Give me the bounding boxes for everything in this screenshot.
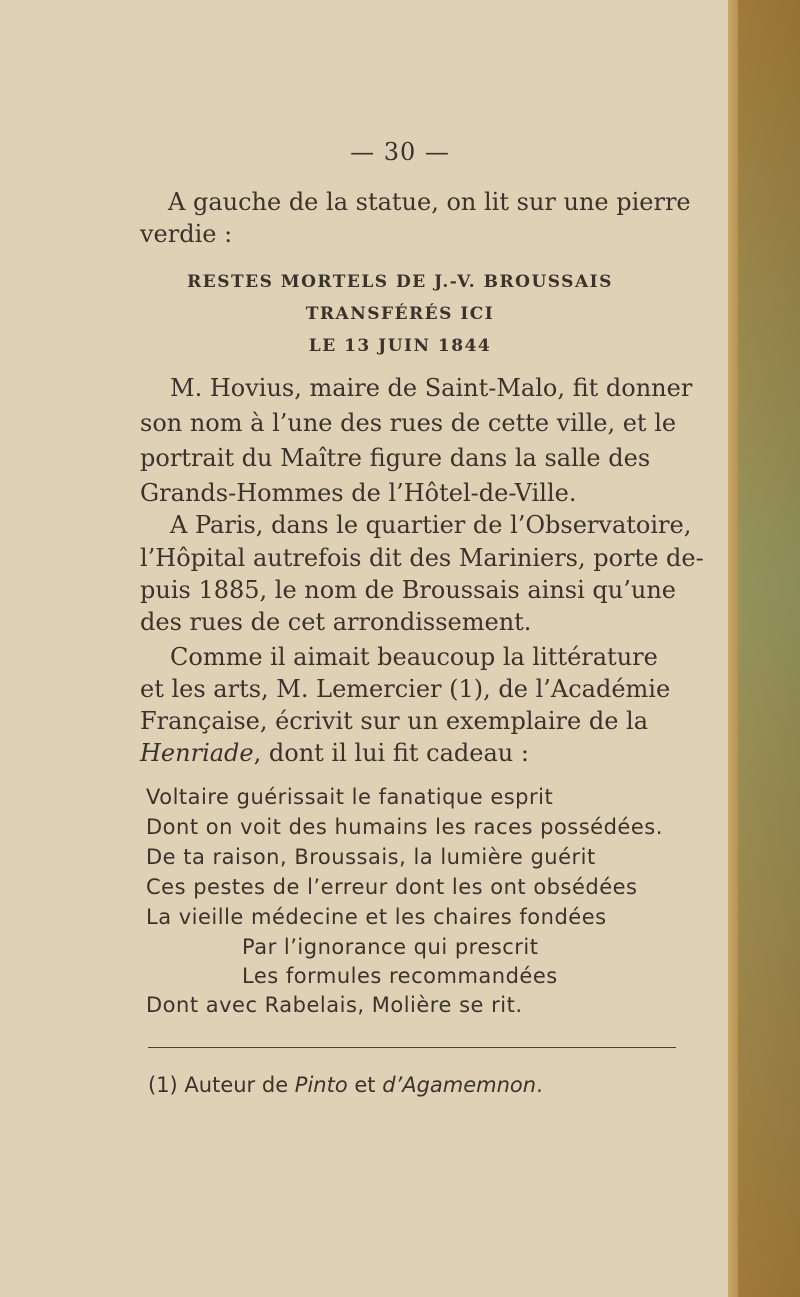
henriade-title: Henriade [140,739,254,767]
poem-line-4: Ces pestes de l’erreur dont les ont obsédées [146,875,638,899]
paragraph-2-line-1: A Paris, dans le quartier de l’Observatoire, [170,511,692,539]
inscription-line-1: RESTES MORTELS DE J.-V. BROUSSAIS [187,272,613,292]
poem-line-1: Voltaire guérissait le fanatique esprit [146,785,554,809]
footnote-mid: et [347,1073,383,1097]
paragraph-3-line-4-rest: , dont il lui fit cadeau : [253,739,529,767]
paragraph-3-line-2: et les arts, M. Lemercier (1), de l’Académie [140,675,671,703]
poem-line-3: De ta raison, Broussais, la lumière guérit [146,845,596,869]
poem-line-2: Dont on voit des humains les races possédées. [146,815,663,839]
paragraph-1-line-4: Grands-Hommes de l’Hôtel-de-Ville. [140,479,577,507]
intro-line-2: verdie : [140,220,233,248]
paragraph-1-line-3: portrait du Maître figure dans la salle des [140,444,651,472]
poem-line-5: La vieille médecine et les chaires fondées [146,905,607,929]
footnote-title-agamemnon: d’Agamemnon [382,1073,537,1097]
footnote-title-pinto: Pinto [294,1073,348,1097]
intro-line-1: A gauche de la statue, on lit sur une pierre [168,188,691,216]
paragraph-1-line-2: son nom à l’une des rues de cette ville, et le [140,409,677,437]
footnote-end: . [536,1073,543,1097]
paragraph-1-line-1: M. Hovius, maire de Saint-Malo, fit donner [170,374,693,402]
inscription-line-3: LE 13 JUIN 1844 [308,336,492,356]
page-number: — 30 — [350,138,450,166]
paragraph-2-line-4: des rues de cet arrondissement. [140,608,532,636]
page-edge-shadow [738,0,800,1297]
paragraph-3-line-3: Française, écrivit sur un exemplaire de la [140,707,649,735]
paragraph-2-line-2: l’Hôpital autrefois dit des Mariniers, porte de- [140,544,704,572]
poem-line-7: Les formules recommandées [242,964,558,988]
poem-line-8: Dont avec Rabelais, Molière se rit. [146,993,523,1017]
poem-line-6: Par l’ignorance qui prescrit [242,935,539,959]
inscription-line-2: TRANSFÉRÉS ICI [305,304,495,324]
paragraph-3-line-4 [140,739,529,767]
footnote-mark: (1) Auteur de [148,1073,295,1097]
paragraph-3-line-1: Comme il aimait beaucoup la littérature [170,643,658,671]
footnote-rule [148,1047,676,1048]
paragraph-2-line-3: puis 1885, le nom de Broussais ainsi qu’une [140,576,676,604]
footnote [148,1073,543,1097]
